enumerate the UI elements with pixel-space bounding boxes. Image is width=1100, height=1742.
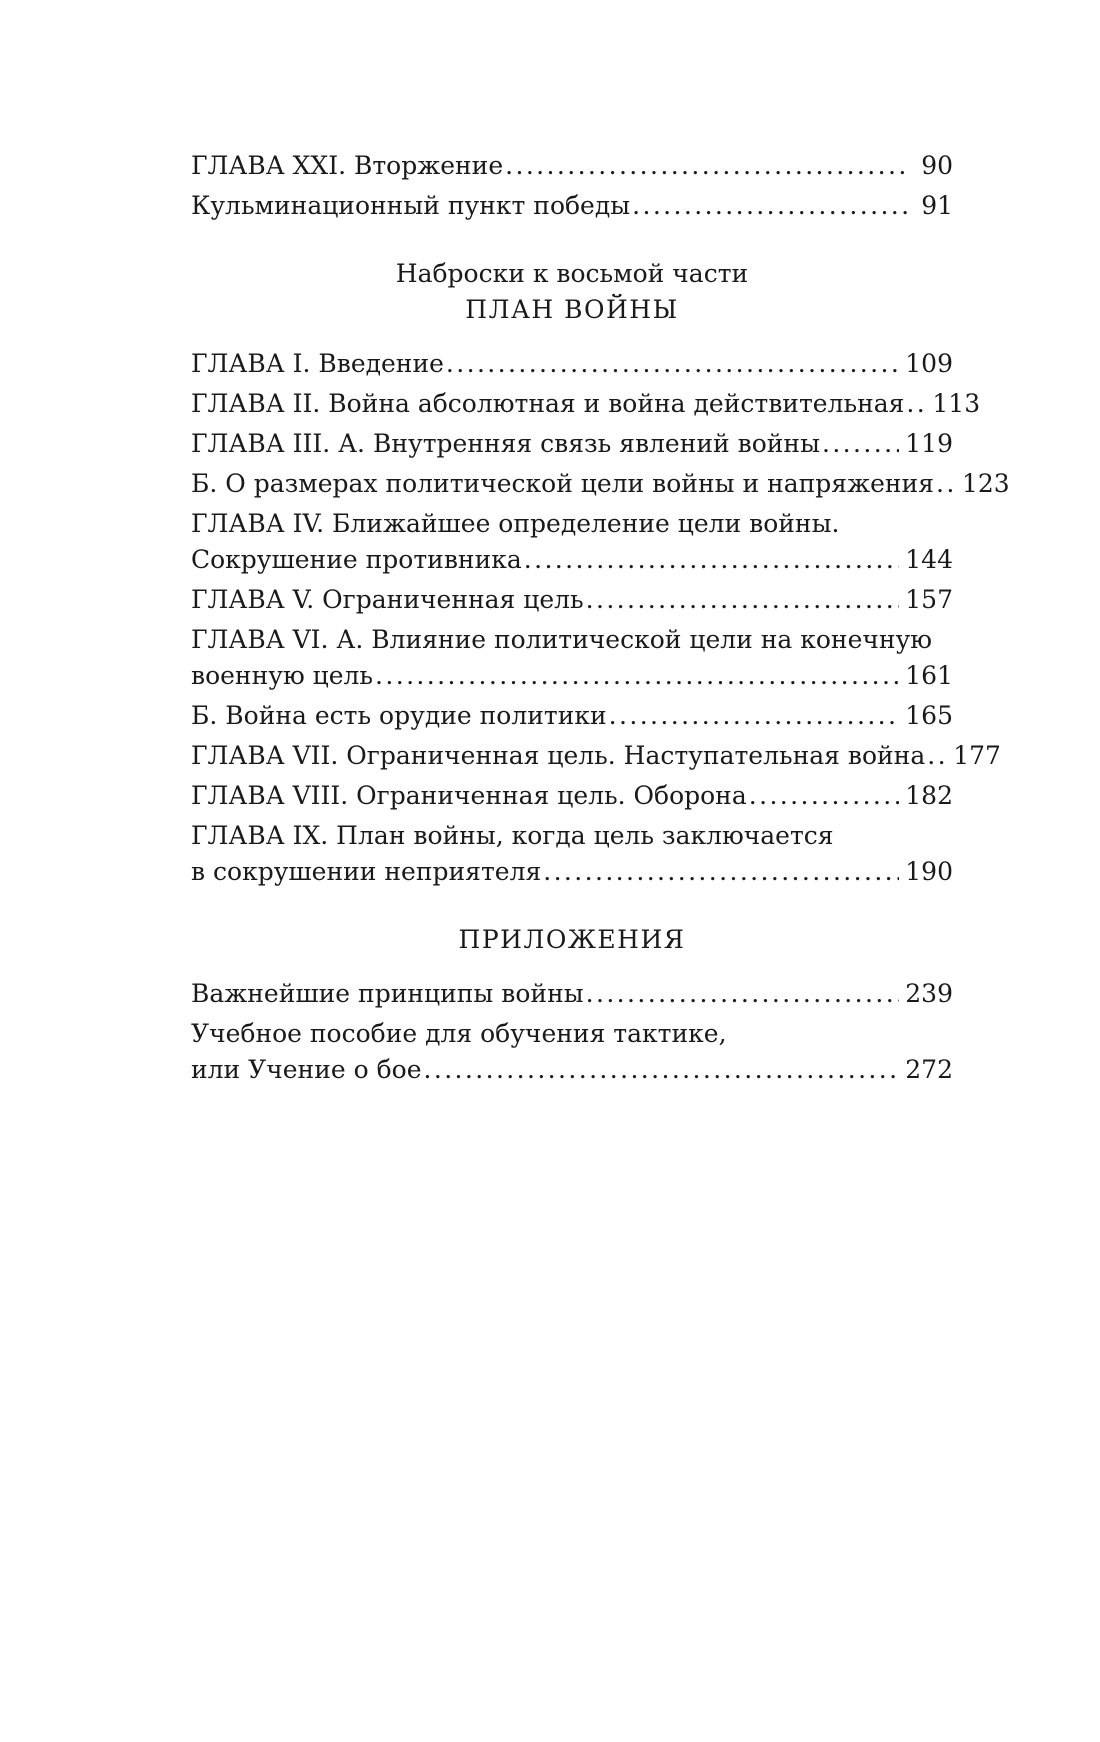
toc-entry-title: ГЛАВА VII. Ограниченная цель. Наступательная война	[191, 741, 926, 770]
toc-entry-title: Б. Война есть орудие политики	[191, 701, 607, 730]
leader-dots	[936, 466, 956, 502]
toc-entry-title: Важнейшие принципы войны	[191, 979, 584, 1008]
toc-entry[interactable]	[191, 466, 1010, 502]
toc-entry[interactable]	[191, 976, 953, 1012]
leader-dots	[543, 854, 899, 890]
toc-section-plan	[191, 346, 1010, 890]
toc-entry-page: 90	[921, 151, 953, 180]
leader-dots	[586, 582, 900, 618]
leader-dots	[375, 658, 899, 694]
leader-dots	[505, 148, 909, 184]
toc-entry-page: 144	[905, 545, 953, 574]
toc-entry-page: 91	[921, 191, 953, 220]
toc-entry-page: 157	[905, 585, 953, 614]
toc-entry-page: 272	[905, 1055, 953, 1084]
toc-entry-title-line1: ГЛАВА VI. А. Влияние политической цели на конечную	[191, 625, 933, 654]
toc-entry[interactable]	[191, 698, 953, 734]
toc-entry-page: 113	[932, 389, 981, 418]
toc-section-top	[191, 148, 953, 224]
toc-entry[interactable]	[191, 622, 953, 694]
toc-entry[interactable]	[191, 386, 981, 422]
toc-entry[interactable]	[191, 1016, 953, 1088]
toc-entry-page: 119	[905, 429, 953, 458]
table-of-contents	[191, 148, 1010, 1092]
toc-entry[interactable]	[191, 188, 953, 224]
toc-entry-title: ГЛАВА V. Ограниченная цель	[191, 585, 584, 614]
appendix-title: ПРИЛОЖЕНИЯ	[458, 925, 686, 954]
toc-entry-title-line1: Учебное пособие для обучения тактике,	[191, 1019, 727, 1048]
leader-dots	[609, 698, 900, 734]
toc-entry-title-line1: ГЛАВА IX. План войны, когда цель заключается	[191, 821, 834, 850]
toc-entry-page: 109	[905, 349, 953, 378]
toc-entry-title: Сокрушение противника	[191, 545, 522, 574]
toc-entry[interactable]	[191, 582, 953, 618]
toc-entry-title: ГЛАВА XXI. Вторжение	[191, 151, 504, 180]
toc-entry-page: 161	[905, 661, 953, 690]
toc-entry-page: 182	[905, 781, 953, 810]
toc-entry-title: ГЛАВА II. Война абсолютная и война действительная	[191, 389, 905, 418]
toc-entry-title: ГЛАВА III. А. Внутренняя связь явлений войны	[191, 429, 820, 458]
toc-entry[interactable]	[191, 778, 953, 814]
toc-entry-title: ГЛАВА I. Введение	[191, 349, 444, 378]
toc-entry[interactable]	[191, 738, 1001, 774]
toc-entry-page: 177	[953, 741, 1001, 770]
toc-entry-page: 239	[905, 979, 953, 1008]
part-title: ПЛАН ВОЙНЫ	[465, 295, 679, 324]
toc-entry-title: или Учение о бое	[191, 1055, 422, 1084]
toc-entry-title-line1: ГЛАВА IV. Ближайшее определение цели войны.	[191, 509, 840, 538]
toc-entry-title: Кульминационный пункт победы	[191, 191, 631, 220]
toc-entry[interactable]	[191, 346, 953, 382]
toc-entry-page: 123	[961, 469, 1010, 498]
leader-dots	[749, 778, 900, 814]
toc-entry-title: в сокрушении неприятеля	[191, 857, 542, 886]
toc-entry[interactable]	[191, 148, 953, 184]
toc-entry-page: 165	[905, 701, 953, 730]
part-subtitle: Наброски к восьмой части	[395, 259, 749, 288]
toc-entry-title: военную цель	[191, 661, 374, 690]
toc-entry-title: ГЛАВА VIII. Ограниченная цель. Оборона	[191, 781, 747, 810]
leader-dots	[524, 542, 900, 578]
toc-entry[interactable]	[191, 426, 953, 462]
toc-entry-title: Б. О размерах политической цели войны и напряжения	[191, 469, 934, 498]
leader-dots	[632, 188, 909, 224]
leader-dots	[927, 738, 947, 774]
leader-dots	[446, 346, 899, 382]
toc-entry-page: 190	[905, 857, 953, 886]
leader-dots	[586, 976, 900, 1012]
leader-dots	[822, 426, 899, 462]
toc-entry[interactable]	[191, 506, 953, 578]
leader-dots	[424, 1052, 900, 1088]
toc-section-appendix	[191, 976, 953, 1088]
toc-entry[interactable]	[191, 818, 953, 890]
leader-dots	[906, 386, 926, 422]
